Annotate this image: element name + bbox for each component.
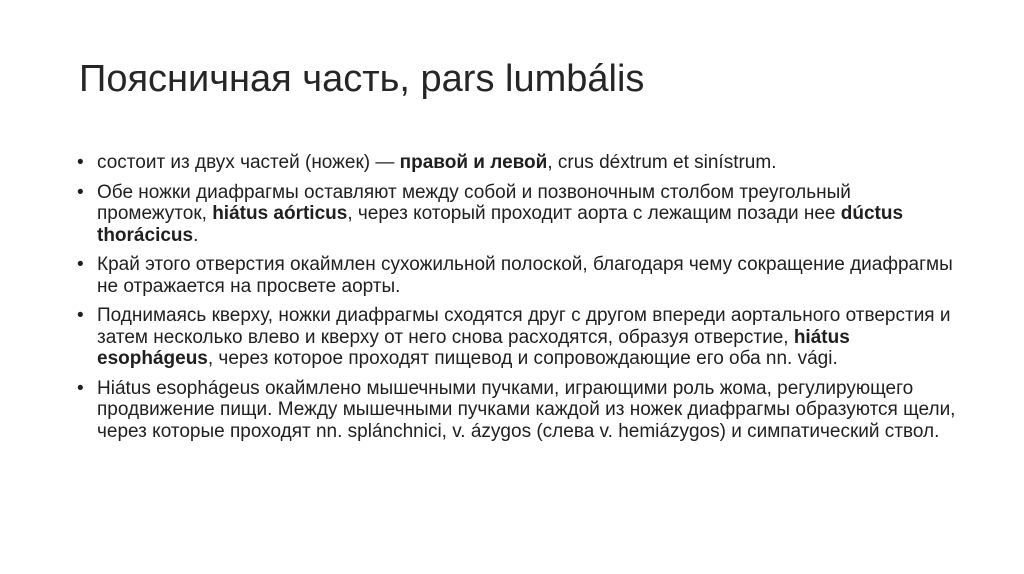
bullet-bold-term: dúctus thorácicus	[97, 203, 904, 246]
bullet-bold-term: hiátus esophágeus	[97, 326, 850, 369]
bullet-text: , через который проходит аорта с лежащим позади нее	[347, 203, 841, 224]
bullet-item-3	[77, 254, 957, 297]
bullet-item-2	[77, 182, 957, 247]
bullet-bold-term: hiátus aórticus	[212, 203, 348, 224]
bullet-dot-icon: •	[77, 181, 84, 203]
bullet-text: Обе ножки диафрагмы оставляют между собой и позвоночным столбом треугольный промежуток,	[97, 181, 851, 224]
bullet-dot-icon: •	[77, 152, 84, 173]
bullet-text: состоит из двух частей (ножек) —	[97, 152, 400, 173]
bullet-item-1	[77, 152, 957, 174]
bullet-text: , crus déxtrum et sinístrum.	[547, 152, 777, 173]
bullet-item-5	[77, 378, 957, 443]
bullet-text: Hiátus esophágeus окаймлено мышечными пучками, играющими роль жома, регулирующего продвижение пищи. Между мышечными пучками каждой из ножек диафрагмы образуются щели, через которые проходят nn. splánchnici, v. ázygos (слева v. hemiázygos) и симпатический ствол.	[97, 377, 956, 442]
bullet-item-4	[77, 305, 957, 370]
bullet-text: , через которое проходят пищевод и сопровождающие его оба nn. vági.	[207, 348, 838, 369]
bullet-list	[77, 152, 957, 450]
bullet-text: Край этого отверстия окаймлен сухожильной полоской, благодаря чему сокращение диафрагмы не отражается на просвете аорты.	[97, 254, 953, 297]
bullet-dot-icon: •	[77, 254, 84, 275]
bullet-dot-icon: •	[77, 305, 84, 326]
bullet-bold-term: правой и левой	[399, 152, 548, 173]
slide-title: Поясничная часть, pars lumbális	[79, 58, 645, 100]
bullet-dot-icon: •	[77, 377, 84, 399]
bullet-text: Поднимаясь кверху, ножки диафрагмы сходятся друг с другом впереди аортального отверстия и затем несколько влево и кверху от него снова расходятся, образуя отверстие,	[97, 305, 951, 348]
bullet-text: .	[193, 224, 199, 246]
